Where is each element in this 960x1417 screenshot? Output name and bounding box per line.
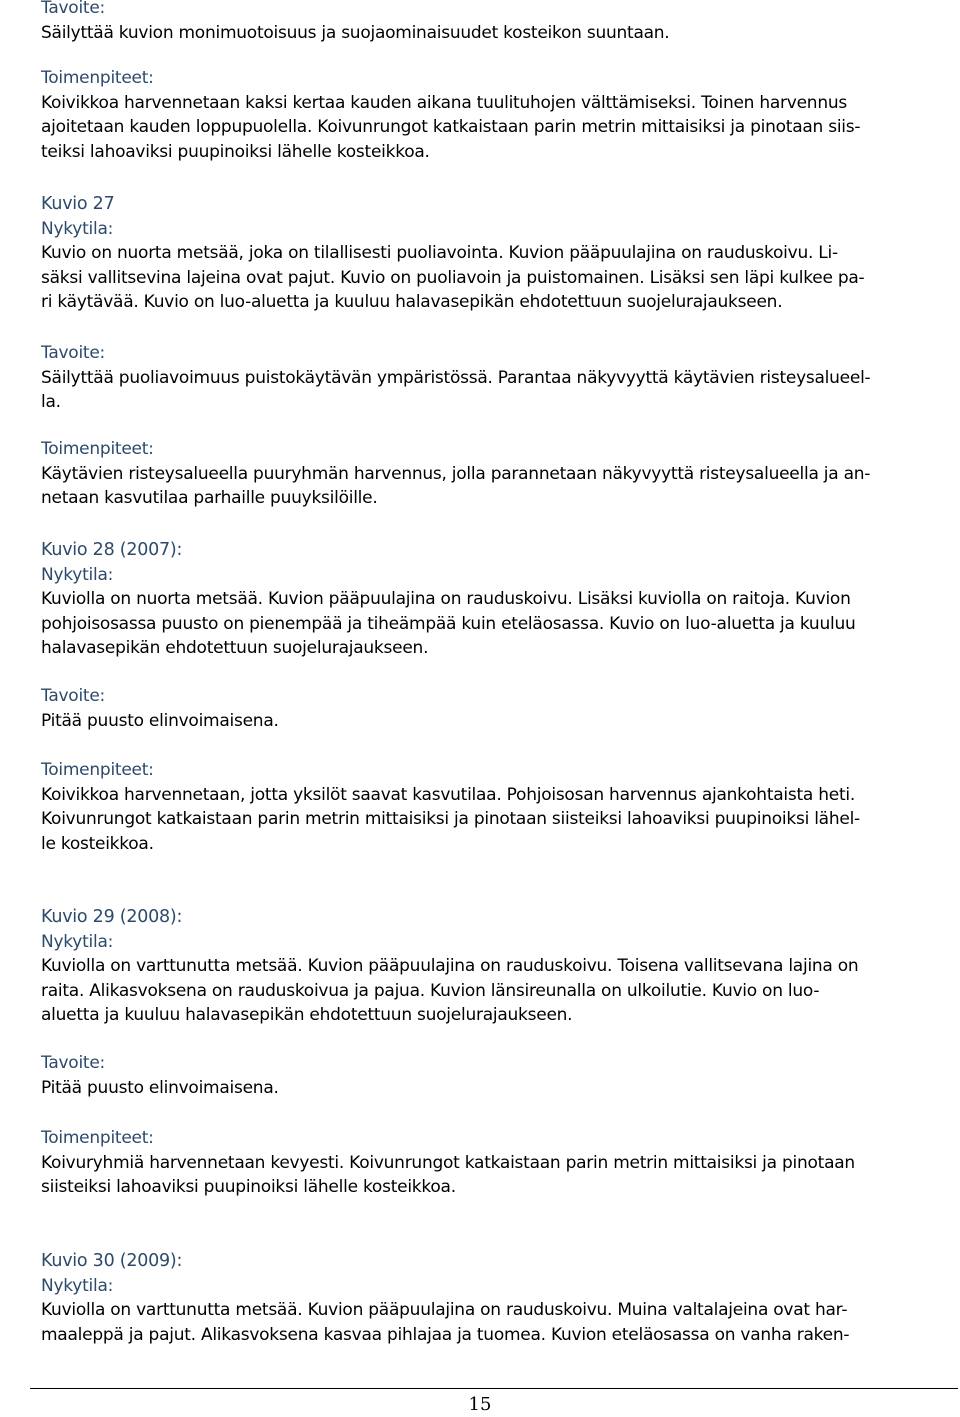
section-heading: Kuvio 30 (2009): <box>41 1251 183 1271</box>
paragraph-line: Koivuryhmiä harvennetaan kevyesti. Koivunrungot katkaistaan parin metrin mittaisiksi ja pinotaan <box>41 1152 855 1173</box>
paragraph-line: teiksi lahoaviksi puupinoiksi lähelle kosteikkoa. <box>41 141 430 162</box>
kuvio-27-block <box>41 192 941 315</box>
paragraph-line: Pitää puusto elinvoimaisena. <box>41 1077 279 1098</box>
paragraph-line: netaan kasvutilaa parhaille puuyksilöille. <box>41 488 378 508</box>
paragraph-line: Kuvio on nuorta metsää, joka on tilallisesti puoliavointa. Kuvion pääpuulajina on rauduskoivu. Li- <box>41 243 838 263</box>
section-heading: Kuvio 29 (2008): <box>41 907 183 927</box>
paragraph-line: ri käytävää. Kuvio on luo-aluetta ja kuuluu halavasepikän ehdotettuun suojelurajaukseen. <box>41 292 783 312</box>
paragraph-line: pohjoisosassa puusto on pienempää ja tiheämpää kuin eteläosassa. Kuvio on luo-aluetta ja kuuluu <box>41 613 856 634</box>
section-heading: Kuvio 28 (2007): <box>41 540 183 560</box>
toimenpiteet-label: Toimenpiteet: <box>41 439 154 459</box>
nykytila-label: Nykytila: <box>41 1275 114 1296</box>
tavoite-block <box>41 0 941 45</box>
section-heading: Kuvio 27 <box>41 194 115 214</box>
paragraph-line: raita. Alikasvoksena on rauduskoivua ja pajua. Kuvion länsireunalla on ulkoilutie. Kuvio on luo- <box>41 980 820 1001</box>
paragraph-line: siisteiksi lahoaviksi puupinoiksi lähelle kosteikkoa. <box>41 1177 456 1197</box>
paragraph-line: ajoitetaan kauden loppupuolella. Koivunrungot katkaistaan parin metrin mittaisiksi ja pinotaan siis- <box>41 117 861 137</box>
tavoite-label: Tavoite: <box>41 343 106 363</box>
paragraph-line: maaleppä ja pajut. Alikasvoksena kasvaa pihlajaa ja tuomea. Kuvion eteläosassa on vanha raken- <box>41 1324 850 1345</box>
paragraph-line: säksi vallitsevina lajeina ovat pajut. Kuvio on puoliavoin ja puistomainen. Lisäksi sen läpi kulkee pa- <box>41 267 865 288</box>
paragraph-line: Kuviolla on varttunutta metsää. Kuvion pääpuulajina on rauduskoivu. Muina valtalajeina ovat har- <box>41 1300 848 1320</box>
paragraph-line: Koivikkoa harvennetaan, jotta yksilöt saavat kasvutilaa. Pohjoisosan harvennus ajankohtaista heti. <box>41 784 855 805</box>
toimenpiteet-block <box>41 758 941 856</box>
paragraph-line: Säilyttää kuvion monimuotoisuus ja suojaominaisuudet kosteikon suuntaan. <box>41 22 670 43</box>
kuvio-30-block <box>41 1249 941 1347</box>
nykytila-label: Nykytila: <box>41 931 114 952</box>
tavoite-block <box>41 684 941 733</box>
page-number: 15 <box>468 1394 492 1415</box>
paragraph-line: Kuviolla on nuorta metsää. Kuvion pääpuulajina on rauduskoivu. Lisäksi kuviolla on raitoja. Kuvion <box>41 589 851 609</box>
tavoite-block <box>41 1051 941 1100</box>
paragraph-line: Pitää puusto elinvoimaisena. <box>41 710 279 731</box>
toimenpiteet-label: Toimenpiteet: <box>41 760 154 780</box>
kuvio-28-block <box>41 538 941 661</box>
footer-rule <box>30 1388 958 1389</box>
toimenpiteet-block <box>41 66 941 164</box>
paragraph-line: Koivunrungot katkaistaan parin metrin mittaisiksi ja pinotaan siisteiksi lahoaviksi puupinoiksi lähel- <box>41 809 860 829</box>
tavoite-label: Tavoite: <box>41 1053 106 1073</box>
kuvio-29-block <box>41 905 941 1028</box>
paragraph-line: le kosteikkoa. <box>41 833 154 854</box>
toimenpiteet-block <box>41 1126 941 1200</box>
paragraph-line: Käytävien risteysalueella puuryhmän harvennus, jolla parannetaan näkyvyyttä risteysalueella ja an- <box>41 463 871 484</box>
paragraph-line: Kuviolla on varttunutta metsää. Kuvion pääpuulajina on rauduskoivu. Toisena vallitsevana lajina on <box>41 956 859 976</box>
toimenpiteet-label: Toimenpiteet: <box>41 68 154 88</box>
nykytila-label: Nykytila: <box>41 564 114 585</box>
paragraph-line: Koivikkoa harvennetaan kaksi kertaa kauden aikana tuulituhojen välttämiseksi. Toinen harvennus <box>41 92 847 113</box>
tavoite-label: Tavoite: <box>41 686 106 706</box>
toimenpiteet-block <box>41 437 941 511</box>
paragraph-line: aluetta ja kuuluu halavasepikän ehdotettuun suojelurajaukseen. <box>41 1005 573 1025</box>
paragraph-line: la. <box>41 392 61 412</box>
toimenpiteet-label: Toimenpiteet: <box>41 1128 154 1148</box>
tavoite-label: Tavoite: <box>41 0 106 18</box>
paragraph-line: halavasepikän ehdotettuun suojelurajaukseen. <box>41 638 429 658</box>
paragraph-line: Säilyttää puoliavoimuus puistokäytävän ympäristössä. Parantaa näkyvyyttä käytävien risteysalueel- <box>41 367 871 388</box>
nykytila-label: Nykytila: <box>41 218 114 239</box>
tavoite-block <box>41 341 941 415</box>
